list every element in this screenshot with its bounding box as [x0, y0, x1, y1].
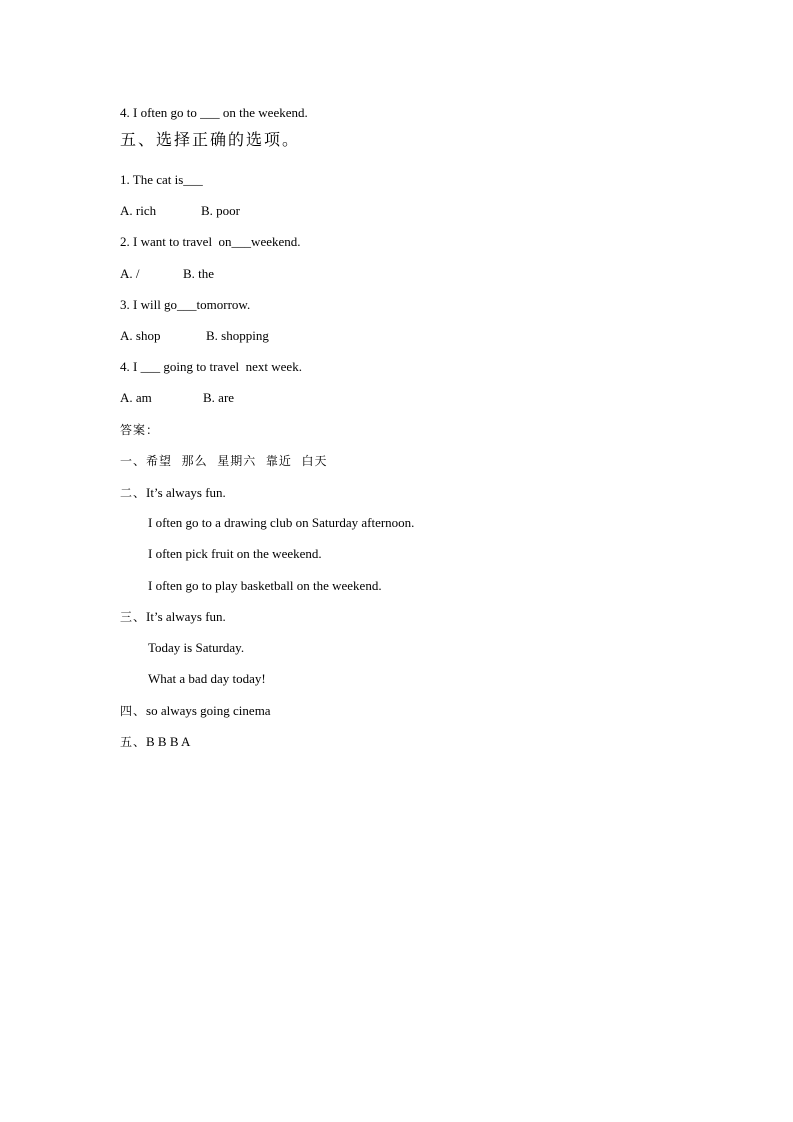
- answers-part-2-line-1: It’s always fun.: [146, 485, 226, 500]
- answers-part-5-prefix: 五、: [120, 735, 147, 749]
- question-1-stem: 1. The cat is___: [120, 172, 203, 187]
- question-2-option-a: A. /: [120, 266, 140, 281]
- answers-part-2-line-4: I often go to play basketball on the weekend.: [148, 578, 382, 593]
- answers-part-3-prefix: 三、: [120, 610, 147, 624]
- question-4-option-b: B. are: [203, 390, 235, 405]
- answers-part-2-line-3: I often pick fruit on the weekend.: [148, 546, 322, 561]
- question-3-stem: 3. I will go___tomorrow.: [120, 297, 251, 312]
- question-2-options: [120, 266, 420, 282]
- question-3-option-b: B. shopping: [206, 328, 269, 343]
- answers-part-3-line-2: Today is Saturday.: [148, 640, 245, 655]
- question-1-option-a: A. rich: [120, 203, 157, 218]
- question-3-option-a: A. shop: [120, 328, 161, 343]
- answers-part-5-text: B B B A: [146, 734, 191, 749]
- answers-part-2-prefix: 二、: [120, 486, 147, 500]
- answers-part-3-line-3: What a bad day today!: [148, 671, 266, 686]
- answers-part-5: [120, 734, 190, 750]
- answers-part-2-line-2: I often go to a drawing club on Saturday afternoon.: [148, 515, 415, 530]
- question-4-options: [120, 390, 420, 406]
- question-1-option-b: B. poor: [201, 203, 240, 218]
- question-4-option-a: A. am: [120, 390, 152, 405]
- answers-part-1: 一、希望 那么 星期六 靠近 白天: [120, 454, 328, 468]
- answers-part-4-prefix: 四、: [120, 704, 147, 718]
- question-1-options: [120, 203, 420, 219]
- section-5-heading: 五、选择正确的选项。: [120, 130, 301, 149]
- answers-part-3-first: [120, 609, 226, 625]
- fill-in-item-4: 4. I often go to ___ on the weekend.: [120, 105, 308, 120]
- question-2-stem: 2. I want to travel on___weekend.: [120, 234, 301, 249]
- answers-part-2-first: [120, 485, 226, 501]
- answers-label: 答案：: [120, 423, 160, 437]
- answers-part-4-text: so always going cinema: [146, 703, 271, 718]
- answers-part-3-line-1: It’s always fun.: [146, 609, 226, 624]
- question-2-option-b: B. the: [183, 266, 215, 281]
- question-4-stem: 4. I ___ going to travel next week.: [120, 359, 302, 374]
- answers-part-4: [120, 703, 271, 719]
- question-3-options: [120, 328, 420, 344]
